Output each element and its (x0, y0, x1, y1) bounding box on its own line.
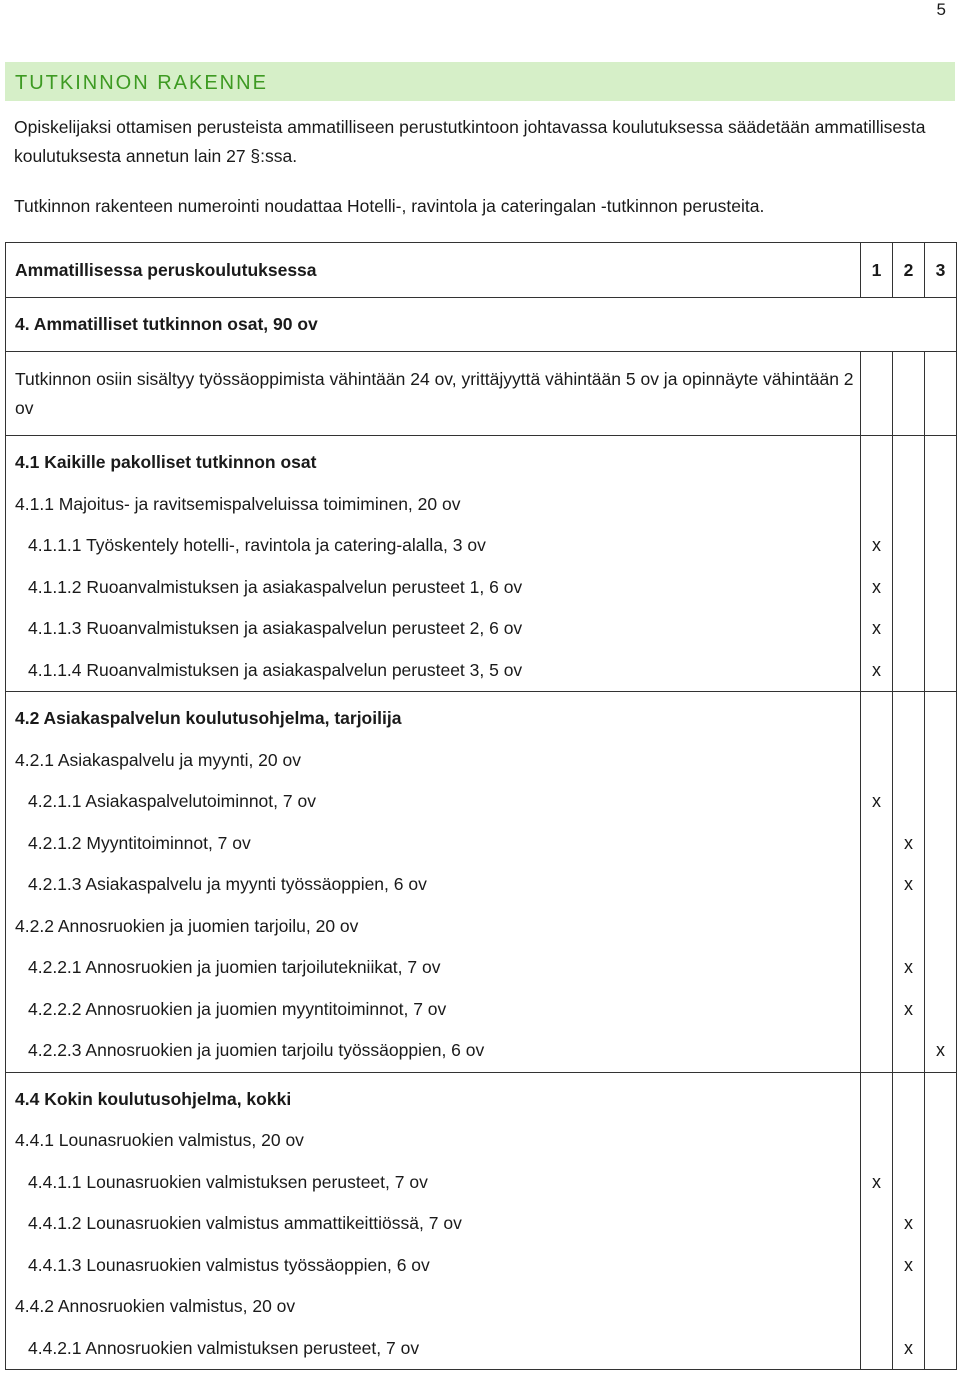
table-block (6, 436, 957, 692)
block-text-cell (6, 1072, 861, 1370)
table-row-label: 4.2.1.3 Asiakaspalvelu ja myynti työssäoppien, 6 ov (28, 874, 427, 894)
year-1-cell (861, 352, 893, 436)
empty-mark (861, 1286, 892, 1328)
year-mark: x (904, 1254, 913, 1275)
empty-mark (925, 525, 956, 567)
year-mark: x (904, 998, 913, 1019)
empty-mark (893, 567, 924, 609)
empty-mark (925, 442, 956, 484)
block-text-cell (6, 692, 861, 1073)
empty-mark (861, 484, 892, 526)
empty-mark (925, 650, 956, 692)
year-1-cell (861, 692, 893, 1073)
year-mark: x (872, 659, 881, 680)
empty-mark (861, 1245, 892, 1287)
empty-mark (893, 608, 924, 650)
table-row-label: 4.2.1.1 Asiakaspalvelutoiminnot, 7 ov (28, 791, 316, 811)
table-row-label: 4.2.2 Annosruokien ja juomien tarjoilu, 20 ov (15, 915, 359, 936)
empty-mark (925, 1079, 956, 1121)
empty-mark (925, 1203, 956, 1245)
empty-mark (893, 1079, 924, 1121)
empty-mark (861, 442, 892, 484)
empty-mark (925, 1245, 956, 1287)
year-mark: x (904, 874, 913, 894)
empty-mark (861, 698, 892, 740)
table-row-label: 4.1.1 Majoitus- ja ravitsemispalveluissa toimiminen, 20 ov (15, 493, 461, 514)
year-3-cell (925, 352, 957, 436)
table-row-label: 4.4.2.1 Annosruokien valmistuksen perusteet, 7 ov (28, 1337, 420, 1358)
empty-mark (925, 1328, 956, 1370)
empty-mark (893, 525, 924, 567)
empty-mark (893, 1120, 924, 1162)
year-mark: x (872, 535, 881, 555)
table-row-label: 4.4 Kokin koulutusohjelma, kokki (15, 1088, 292, 1109)
empty-mark (925, 781, 956, 823)
block-text-cell (6, 436, 861, 692)
table-row-label: 4.1.1.1 Työskentely hotelli-, ravintola ja catering-alalla, 3 ov (28, 535, 486, 555)
empty-mark (861, 1328, 892, 1370)
empty-mark (893, 442, 924, 484)
year-2-header: 2 (893, 243, 925, 298)
year-mark: x (904, 832, 913, 853)
table-row-label: 4.2.1.2 Myyntitoiminnot, 7 ov (28, 832, 251, 853)
empty-mark (893, 906, 924, 948)
table-row-label: 4.4.1.1 Lounasruokien valmistuksen perusteet, 7 ov (28, 1171, 428, 1192)
table-row-label: 4.2 Asiakaspalvelun koulutusohjelma, tarjoilija (15, 708, 402, 728)
table-row-label: 4.1 Kaikille pakolliset tutkinnon osat (15, 452, 317, 472)
structure-table (5, 242, 957, 1370)
table-row-label: 4.4.1.3 Lounasruokien valmistus työssäoppien, 6 ov (28, 1254, 430, 1275)
year-mark: x (904, 1213, 913, 1233)
table-row-label: 4.1.1.4 Ruoanvalmistuksen ja asiakaspalvelun perusteet 3, 5 ov (28, 659, 523, 680)
intro-paragraph: Opiskelijaksi ottamisen perusteista ammatilliseen perustutkintoon johtavassa koulutuksessa säädetään ammatillisesta koulutuksesta annetun lain 27 §:ssa. (14, 117, 926, 166)
empty-mark (925, 947, 956, 989)
empty-mark (861, 823, 892, 865)
year-2-cell (893, 1072, 925, 1370)
empty-mark (861, 1079, 892, 1121)
empty-mark (861, 947, 892, 989)
table-row-label: 4.2.1 Asiakaspalvelu ja myynti, 20 ov (15, 749, 301, 770)
table-row-label: 4.2.2.1 Annosruokien ja juomien tarjoilutekniikat, 7 ov (28, 957, 441, 977)
page-number: 5 (936, 0, 946, 19)
table-row-label: 4.2.2.3 Annosruokien ja juomien tarjoilu työssäoppien, 6 ov (28, 1040, 485, 1060)
empty-mark (925, 989, 956, 1031)
empty-mark (925, 740, 956, 782)
empty-mark (925, 864, 956, 906)
table-row-label: 4.4.2 Annosruokien valmistus, 20 ov (15, 1296, 296, 1316)
header-label: Ammatillisessa peruskoulutuksessa (6, 243, 861, 298)
table-row-label: 4.4.1.2 Lounasruokien valmistus ammattikeittiössä, 7 ov (28, 1213, 462, 1233)
empty-mark (861, 1030, 892, 1072)
year-mark: x (872, 1171, 881, 1192)
section-title-row (6, 298, 957, 352)
year-3-header: 3 (925, 243, 957, 298)
year-1-cell (861, 1072, 893, 1370)
empty-mark (861, 864, 892, 906)
year-1-header: 1 (861, 243, 893, 298)
empty-mark (925, 823, 956, 865)
section-desc-row (6, 352, 957, 436)
year-mark: x (872, 618, 881, 638)
section-heading: TUTKINNON RAKENNE (5, 62, 955, 101)
table-block (6, 692, 957, 1073)
empty-mark (893, 740, 924, 782)
empty-mark (893, 1030, 924, 1072)
section-description: Tutkinnon osiin sisältyy työssäoppimista vähintään 24 ov, yrittäjyyttä vähintään 5 ov ja opinnäyte vähintään 2 ov (6, 352, 861, 436)
year-mark: x (872, 791, 881, 811)
year-2-cell (893, 436, 925, 692)
numbering-paragraph: Tutkinnon rakenteen numerointi noudattaa Hotelli-, ravintola ja cateringalan -tutkinnon perusteita. (14, 196, 765, 216)
empty-mark (861, 906, 892, 948)
empty-mark (861, 989, 892, 1031)
table-row-label: 4.1.1.3 Ruoanvalmistuksen ja asiakaspalvelun perusteet 2, 6 ov (28, 618, 523, 638)
section-title: 4. Ammatilliset tutkinnon osat, 90 ov (6, 298, 957, 352)
year-3-cell (925, 436, 957, 692)
empty-mark (925, 698, 956, 740)
empty-mark (861, 1203, 892, 1245)
table-header-row (6, 243, 957, 298)
year-mark: x (872, 576, 881, 597)
year-3-cell (925, 1072, 957, 1370)
empty-mark (925, 608, 956, 650)
empty-mark (925, 484, 956, 526)
empty-mark (893, 484, 924, 526)
year-mark: x (936, 1040, 945, 1060)
empty-mark (893, 1286, 924, 1328)
year-2-cell (893, 692, 925, 1073)
table-row-label: 4.2.2.2 Annosruokien ja juomien myyntitoiminnot, 7 ov (28, 998, 447, 1019)
empty-mark (925, 1162, 956, 1204)
year-2-cell (893, 352, 925, 436)
empty-mark (893, 781, 924, 823)
empty-mark (893, 1162, 924, 1204)
empty-mark (925, 906, 956, 948)
year-1-cell (861, 436, 893, 692)
empty-mark (925, 1120, 956, 1162)
table-row-label: 4.4.1 Lounasruokien valmistus, 20 ov (15, 1130, 304, 1150)
year-mark: x (904, 957, 913, 977)
empty-mark (925, 567, 956, 609)
empty-mark (861, 1120, 892, 1162)
table-row-label: 4.1.1.2 Ruoanvalmistuksen ja asiakaspalvelun perusteet 1, 6 ov (28, 576, 523, 597)
empty-mark (925, 1286, 956, 1328)
table-block (6, 1072, 957, 1370)
empty-mark (893, 650, 924, 692)
empty-mark (861, 740, 892, 782)
structure-table-body (6, 243, 957, 1370)
year-3-cell (925, 692, 957, 1073)
empty-mark (893, 698, 924, 740)
year-mark: x (904, 1337, 913, 1358)
